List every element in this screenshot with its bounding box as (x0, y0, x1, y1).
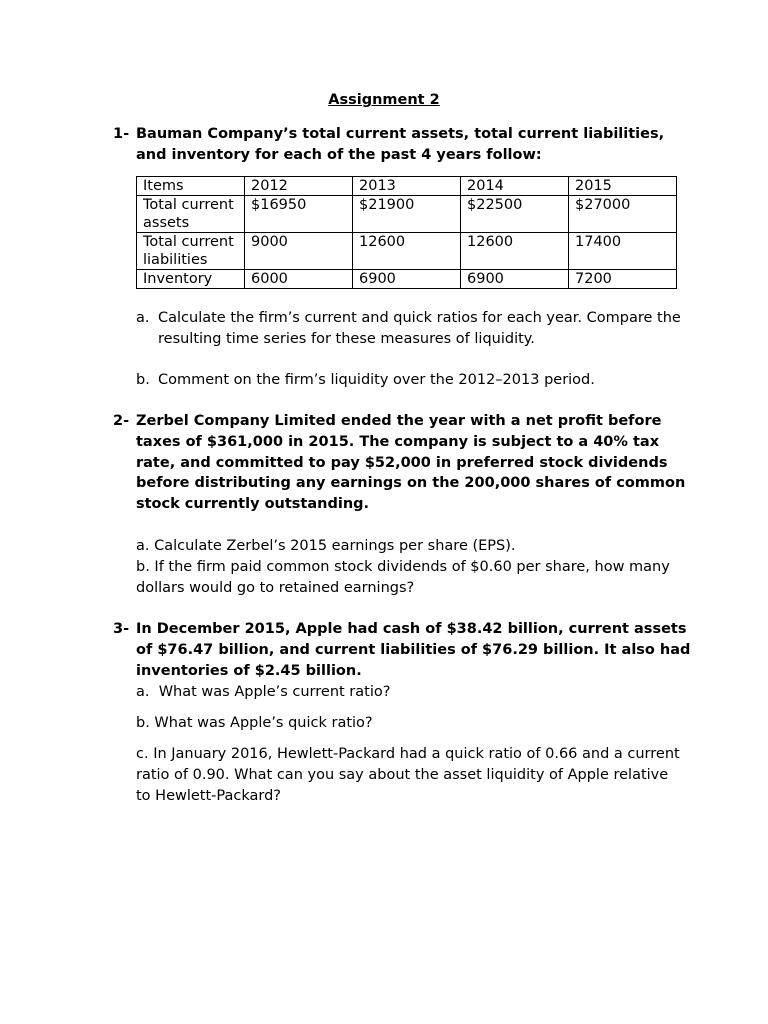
table-header-cell: Items (137, 177, 245, 196)
question-2-part-b: b. If the firm paid common stock dividends of $0.60 per share, how many dollars would go to retained earnings? (136, 559, 670, 596)
table-row (137, 196, 677, 233)
question-3 (113, 619, 693, 681)
table-header-cell: 2013 (353, 177, 461, 196)
table-header-cell: 2014 (461, 177, 569, 196)
table-cell: 6900 (353, 270, 461, 289)
table-cell: 6000 (245, 270, 353, 289)
table-header-cell: 2012 (245, 177, 353, 196)
table-row (137, 233, 677, 270)
table-cell: 9000 (245, 233, 353, 270)
question-number: 2- (113, 413, 130, 429)
financial-table (136, 176, 677, 289)
question-1-part-b (136, 370, 686, 391)
question-number: 1- (113, 126, 130, 142)
question-1-part-a (136, 308, 686, 350)
table-cell: Inventory (137, 270, 245, 289)
part-label: b. (136, 372, 150, 388)
table-cell: 12600 (353, 233, 461, 270)
question-text: Bauman Company’s total current assets, total current liabilities, and inventory for each of the past 4 years follow: (136, 126, 665, 163)
question-3-part-b: b. What was Apple’s quick ratio? (136, 715, 373, 731)
question-3-part-a (136, 682, 686, 703)
part-text: Calculate the firm’s current and quick ratios for each year. Compare the resulting time series for these measures of liquidity. (158, 310, 681, 347)
question-2 (113, 411, 693, 515)
part-text: What was Apple’s current ratio? (158, 684, 391, 700)
table-cell: $22500 (461, 196, 569, 233)
question-text: In December 2015, Apple had cash of $38.42 billion, current assets of $76.47 billion, and current liabilities of $76.29 billion. It also had inventories of $2.45 billion. (136, 621, 691, 679)
table-header-cell: 2015 (569, 177, 677, 196)
table-cell: $27000 (569, 196, 677, 233)
table-header-row (137, 177, 677, 196)
question-3-part-c: c. In January 2016, Hewlett-Packard had a quick ratio of 0.66 and a current ratio of 0.90. What can you say about the asset liquidity of Apple relative to Hewlett-Packard? (136, 746, 680, 804)
table-row (137, 270, 677, 289)
table-cell: Total current liabilities (137, 233, 245, 270)
question-2-part-a: a. Calculate Zerbel’s 2015 earnings per share (EPS). (136, 538, 516, 554)
table-cell: 7200 (569, 270, 677, 289)
table-cell: 17400 (569, 233, 677, 270)
page-title: Assignment 2 (328, 92, 440, 108)
table-cell: $21900 (353, 196, 461, 233)
table-cell: 12600 (461, 233, 569, 270)
question-text: Zerbel Company Limited ended the year with a net profit before taxes of $361,000 in 2015. The company is subject to a 40% tax rate, and committed to pay $52,000 in preferred stock dividends before distributing any earnings on the 200,000 shares of common stock currently outstanding. (136, 413, 686, 513)
table-cell: Total current assets (137, 196, 245, 233)
question-1 (113, 124, 693, 166)
table-cell: 6900 (461, 270, 569, 289)
question-number: 3- (113, 621, 130, 637)
part-label: a. (136, 684, 150, 700)
part-text: Comment on the firm’s liquidity over the 2012–2013 period. (158, 372, 595, 388)
part-label: a. (136, 310, 150, 326)
table-cell: $16950 (245, 196, 353, 233)
